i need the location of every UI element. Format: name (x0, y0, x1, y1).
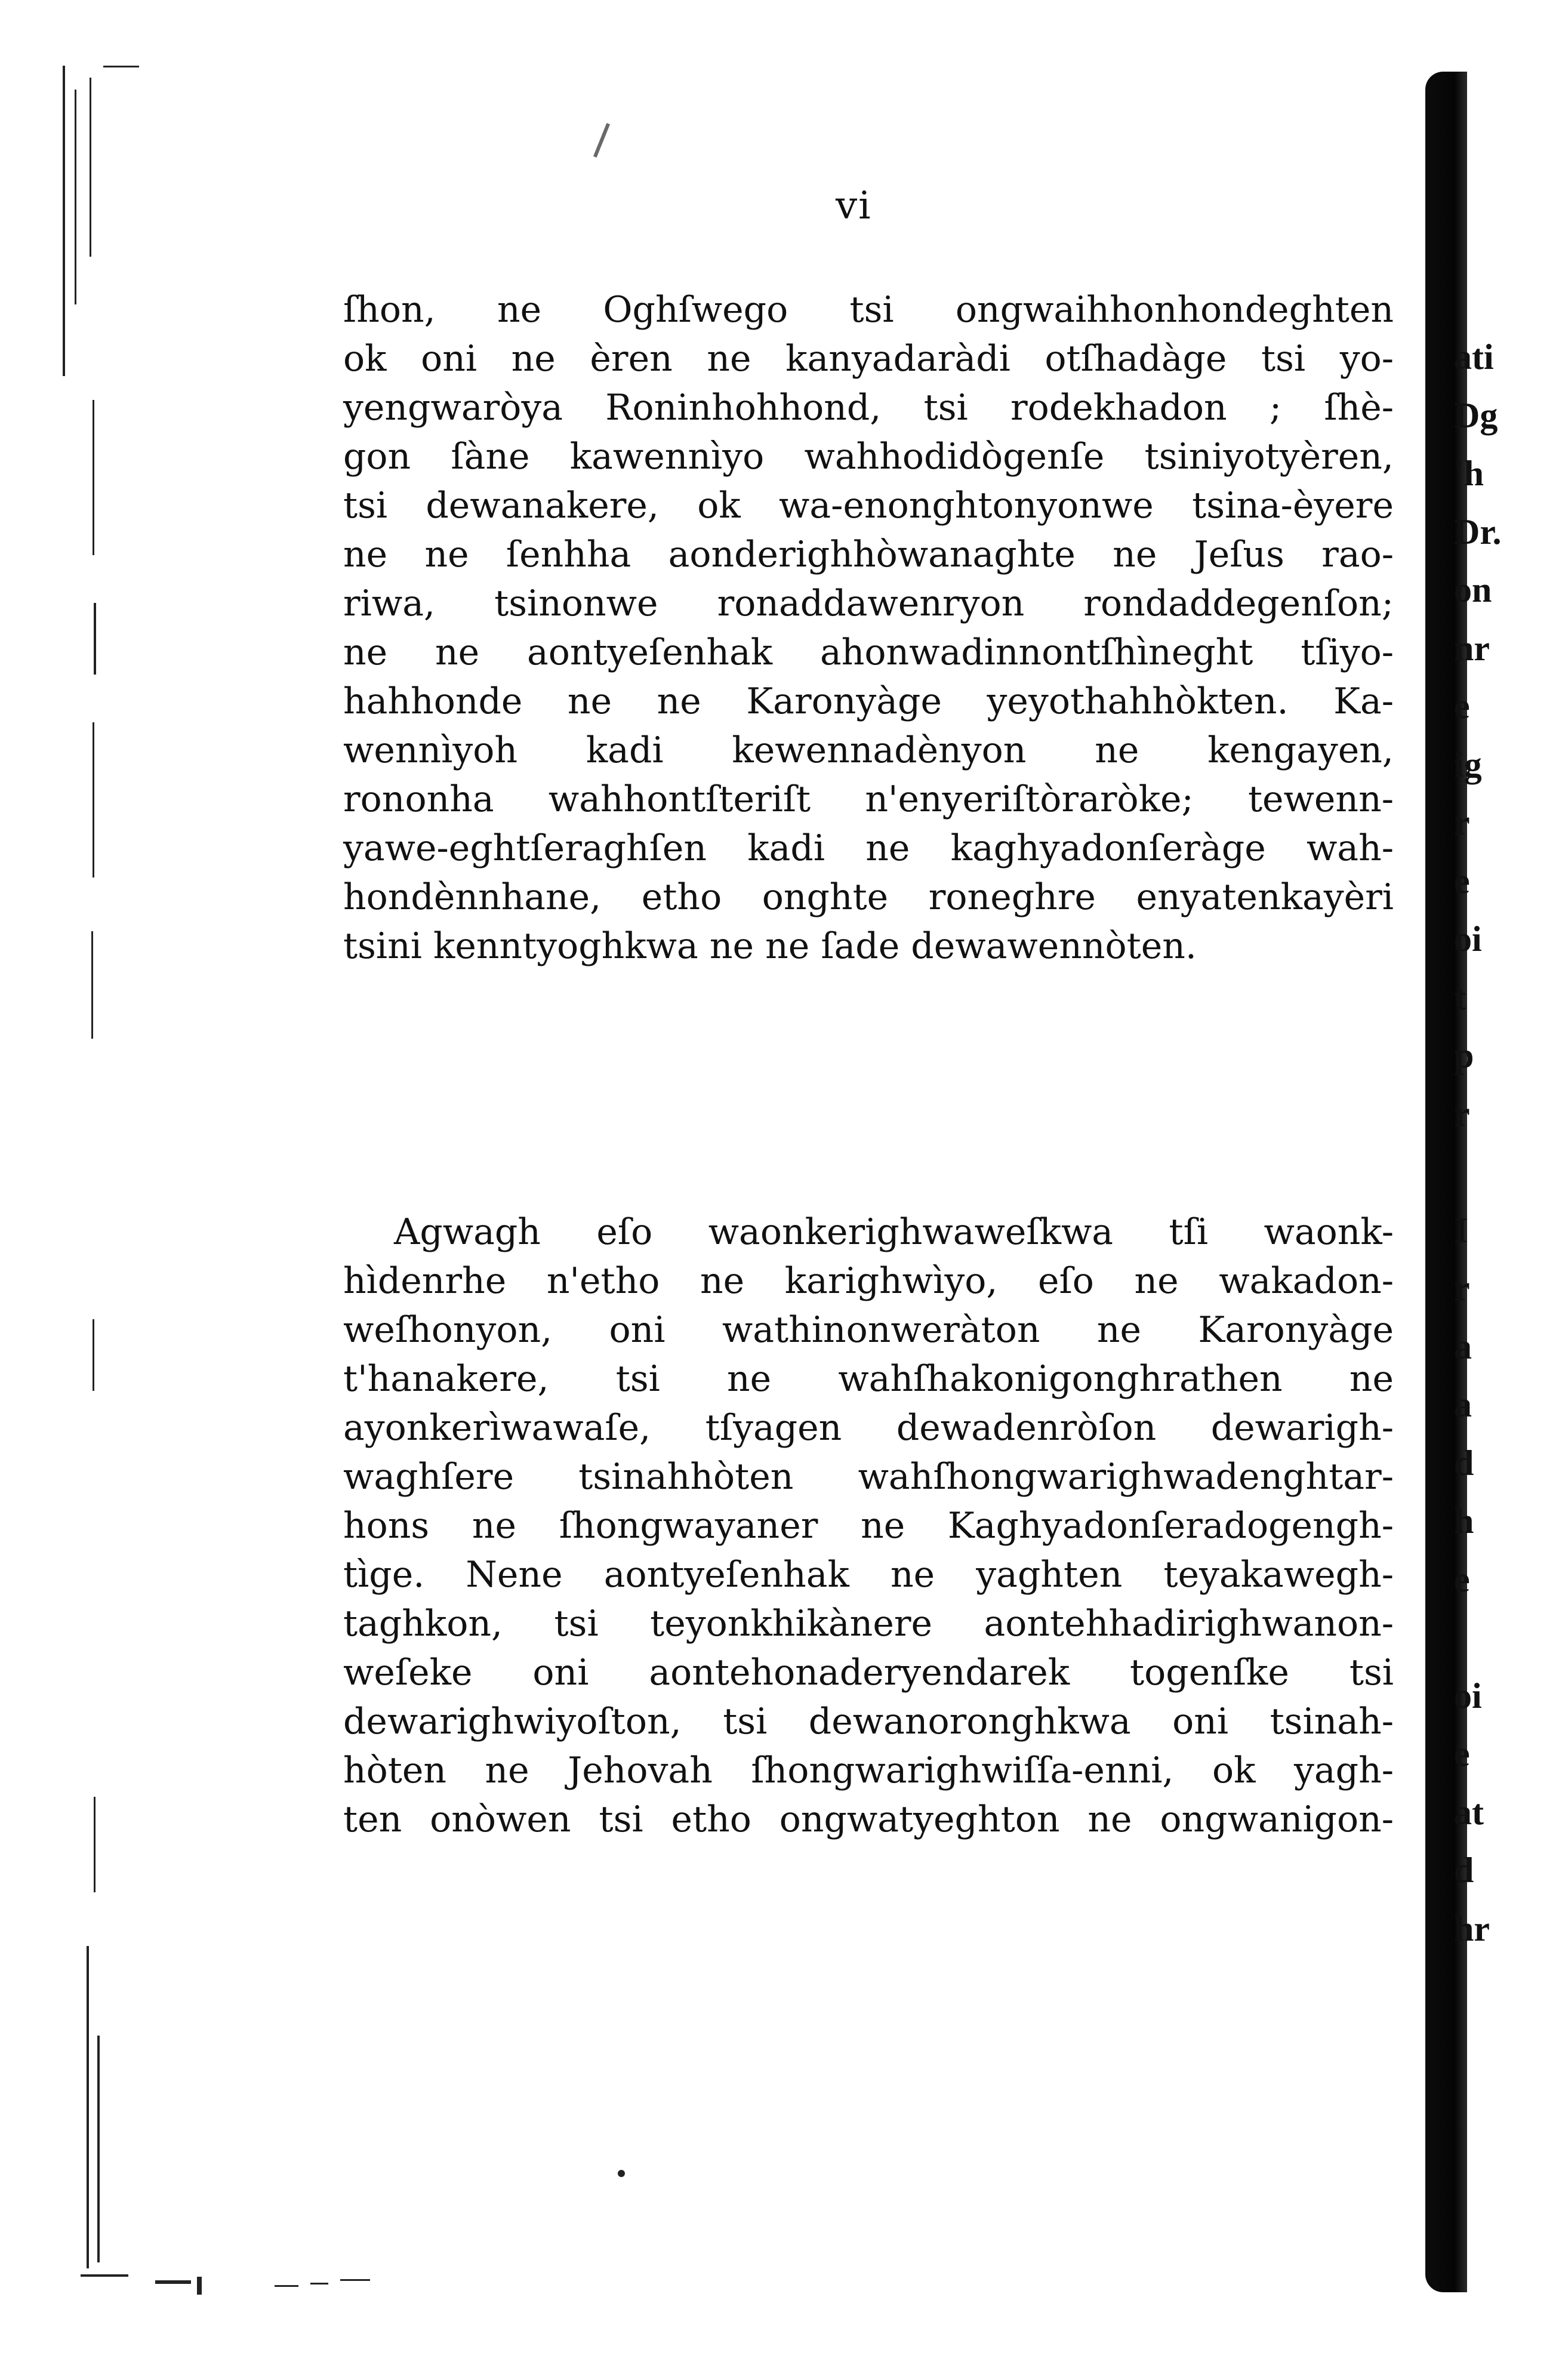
edge-fragment: e (1454, 686, 1470, 726)
edge-fragment: ig (1454, 744, 1482, 784)
edge-fragment: a (1454, 1326, 1472, 1366)
text-line: ayonkerìwawaſe, tſyagen dewadenròſon dewarigh- (343, 1407, 1394, 1449)
edge-fragment: Dr. (1454, 512, 1502, 552)
edge-fragment: oi (1454, 919, 1482, 959)
edge-fragment: ati (1454, 337, 1494, 377)
edge-fragment (1454, 1143, 1559, 1202)
edge-fragment: at (1454, 1792, 1484, 1832)
text-line: hòten ne Jehovah ſhongwarighwiſſa-enni, ok yagh- (343, 1750, 1394, 1791)
text-line: ſhon, ne Oghſwego tsi ongwaihhonhondeghten (343, 289, 1394, 331)
text-line: wennìyoh kadi kewennadènyon ne kengayen, (343, 729, 1394, 771)
edge-fragment: h (1454, 1501, 1474, 1541)
text-line: tìge. Nene aontyeſenhak ne yaghten teyakawegh- (343, 1554, 1394, 1596)
edge-fragment: oi (1454, 1676, 1482, 1716)
text-line: hahhonde ne ne Karonyàge yeyothahhòkten. Ka- (343, 681, 1394, 722)
edge-fragment: e (1454, 861, 1470, 901)
edge-fragment: p (1454, 1036, 1474, 1075)
edge-fragment: I (1454, 1210, 1468, 1250)
text-line: ten onòwen tsi etho ongwatyeghton ne ongwanigon- (343, 1799, 1394, 1840)
text-line: dewarighwiyoſton, tsi dewanoronghkwa oni tsinah- (343, 1701, 1394, 1742)
edge-fragment (1454, 1609, 1559, 1667)
edge-fragment: on (1454, 570, 1492, 609)
pencil-mark (593, 123, 610, 158)
text-line: t'hanakere, tsi ne wahſhakonigonghrathen ne (343, 1358, 1394, 1400)
text-line: weſhonyon, oni wathinonweràton ne Karonyàge (343, 1309, 1394, 1351)
ink-dot (618, 2170, 625, 2177)
paragraph-1 (343, 285, 1394, 971)
text-line: hìdenrhe n'etho ne karighwìyo, eſo ne wakadon- (343, 1260, 1394, 1302)
text-line: rononha wahhontſteriſt n'enyeriſtòraròke; tewenn- (343, 778, 1394, 820)
text-line: yengwaròya Roninhohhond, tsi rodekhadon ; ſhè- (343, 387, 1394, 429)
text-line: gon ſàne kawennìyo wahhodidògenſe tsiniyotyèren, (343, 436, 1394, 478)
edge-fragment: t (1454, 977, 1466, 1017)
edge-fragment: r (1454, 1094, 1470, 1134)
bleed-through-fragments (1454, 328, 1559, 1958)
edge-fragment: e (1454, 1734, 1470, 1774)
edge-fragment: a (1454, 1385, 1472, 1424)
edge-fragment: d (1454, 1443, 1474, 1483)
binding-gutter (57, 66, 164, 2286)
edge-fragment: r (1454, 803, 1470, 842)
text-line: ok oni ne èren ne kanyadaràdi otſhadàge tsi yo- (343, 338, 1394, 380)
edge-fragment: e (1454, 1559, 1470, 1599)
text-line: taghkon, tsi teyonkhikànere aontehhadirighwanon- (343, 1603, 1394, 1645)
text-line: hondènnhane, etho onghte roneghre enyatenkayèri (343, 876, 1394, 918)
text-line: ne ne ſenhha aonderighhòwanaghte ne Jeſus rao- (343, 534, 1394, 575)
text-line: yawe-eghtſeraghſen kadi ne kaghyadonſeràge wah- (343, 827, 1394, 869)
text-line: Agwagh eſo waonkerighwaweſkwa tſi waonk- (394, 1211, 1394, 1253)
edge-fragment: nr (1454, 628, 1490, 668)
edge-fragment: hr (1454, 1908, 1490, 1948)
text-line: ne ne aontyeſenhak ahonwadinnontſhìneght tſiyo- (343, 632, 1394, 673)
text-line: riwa, tsinonwe ronaddawenryon rondaddegenſon; (343, 583, 1394, 624)
footer-scan-marks (155, 2274, 406, 2298)
text-line: waghſere tsinahhòten wahſhongwarighwadenghtar- (343, 1456, 1394, 1498)
right-edge-scan-shadow (1425, 72, 1559, 2292)
edge-fragment: r (1454, 1268, 1470, 1308)
text-line: tsi dewanakere, ok wa-enonghtonyonwe tsina-èyere (343, 485, 1394, 527)
text-line: hons ne ſhongwayaner ne Kaghyadonſeradogengh- (343, 1505, 1394, 1547)
text-line: weſeke oni aontehonaderyendarek togenſke tsi (343, 1652, 1394, 1694)
edge-fragment: d (1454, 1851, 1474, 1890)
page-number: vi (836, 184, 872, 228)
edge-fragment: 'h (1454, 454, 1484, 493)
text-line: tsini kenntyoghkwa ne ne ſade dewawennòten. (343, 925, 1197, 967)
edge-fragment: Dg (1454, 395, 1498, 435)
paragraph-2 (343, 1208, 1394, 1844)
